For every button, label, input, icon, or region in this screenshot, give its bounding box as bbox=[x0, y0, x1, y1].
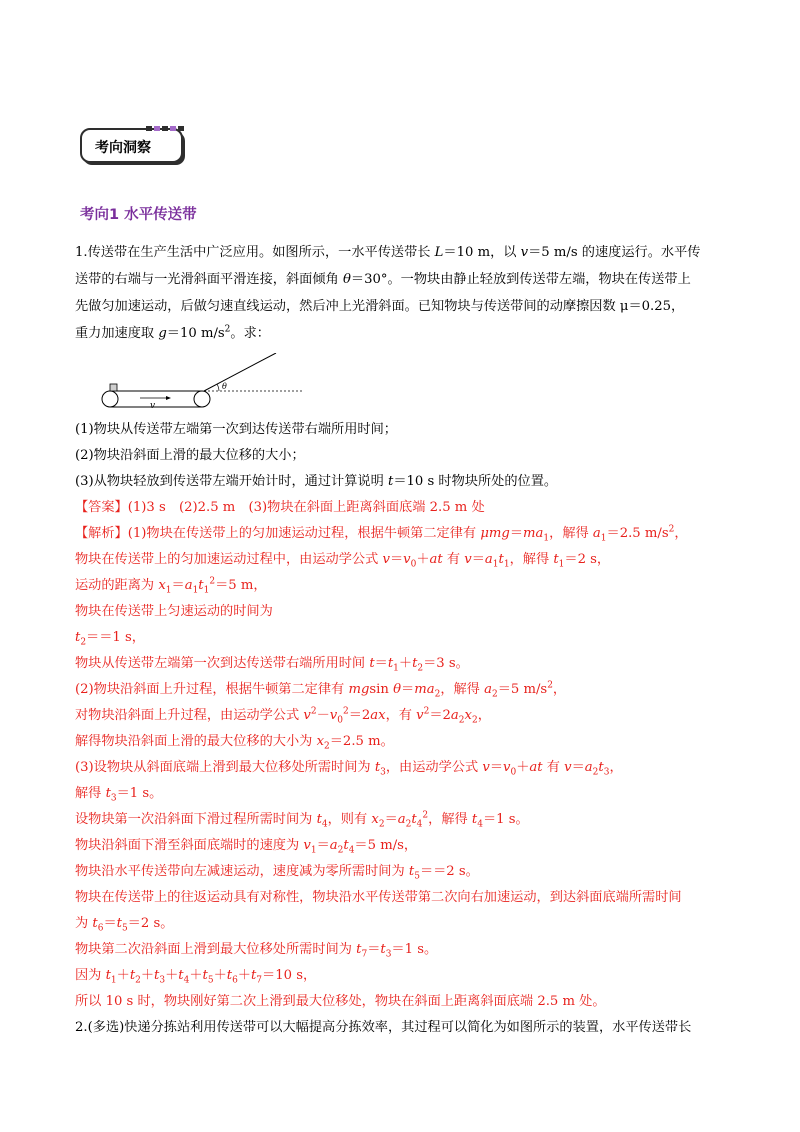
velocity-arrowhead bbox=[166, 396, 171, 400]
angle-arc bbox=[217, 384, 219, 391]
q1-line-2: 送带的右端与一光滑斜面平滑连接，斜面倾角 θ＝30°。一物块由静止轻放到传送带左端，物块在传送带上 bbox=[75, 272, 691, 287]
block bbox=[110, 384, 117, 391]
q1-subquestion-3: (3)从物块轻放到传送带左端开始计时，通过计算说明 t＝10 s 时物块所处的位置。 bbox=[75, 474, 558, 489]
analysis-line-5: $t_2==1$ s， bbox=[75, 630, 145, 648]
analysis-line-13: 物块沿斜面下滑至斜面底端时的速度为 $v_1=a_2t_4=5$ m/s， bbox=[75, 838, 418, 856]
analysis-line-12: 设物块第一次沿斜面下滑过程所需时间为 $t_4$，则有 $x_2=a_2t_4^2$，解得 $t_4=1$ s。 bbox=[75, 810, 529, 830]
angle-label: θ bbox=[222, 382, 227, 391]
analysis-line-8: 对物块沿斜面上升过程，由运动学公式 $v^2-v_0^2=2ax$，有 $v^2=2a_2x_2$， bbox=[75, 706, 491, 726]
analysis-line-17: 物块第二次沿斜面上滑到最大位移处所需时间为 $t_7=t_3=1$ s。 bbox=[75, 942, 438, 960]
incline bbox=[204, 353, 276, 391]
analysis-line-19: 所以 10 s 时，物块刚好第二次上滑到最大位移处，物块在斜面上距离斜面底端 2.5 m 处。 bbox=[75, 994, 606, 1009]
right-pulley bbox=[194, 391, 210, 407]
q1-line-4: 重力加速度取 g＝10 $m/s^2$。求： bbox=[75, 324, 270, 341]
analysis-line-18: 因为 $t_1+t_2+t_3+t_4+t_5+t_6+t_7=10$ s， bbox=[75, 968, 317, 986]
q2-line-1: 2.(多选)快递分拣站利用传送带可以大幅提高分拣效率，其过程可以简化为如图所示的装置，水平传送带长 bbox=[75, 1020, 692, 1035]
velocity-label: v bbox=[150, 401, 156, 411]
q1-line-1: 1.传送带在生产生活中广泛应用。如图所示，一水平传送带长 L＝10 m，以 v＝5 m/s 的速度运行。水平传 bbox=[75, 245, 701, 260]
analysis-line-11: 解得 $t_3=1$ s。 bbox=[75, 786, 163, 804]
answer-line: 【答案】(1)3 s (2)2.5 m (3)物块在斜面上距离斜面底端 2.5 m 处 bbox=[75, 500, 485, 515]
analysis-line-15: 物块在传送带上的往返运动具有对称性，物块沿水平传送带第二次向右加速运动，到达斜面底端所需时间 bbox=[75, 890, 682, 905]
analysis-line-9: 解得物块沿斜面上滑的最大位移的大小为 $x_2=2.5$ m。 bbox=[75, 734, 394, 752]
q1-line-3: 先做匀加速运动，后做匀速直线运动，然后冲上光滑斜面。已知物块与传送带间的动摩擦因数 μ＝0.25， bbox=[75, 299, 685, 314]
section-title: 考向1 水平传送带 bbox=[80, 207, 197, 223]
section-badge bbox=[80, 126, 188, 168]
q1-subquestion-1: (1)物块从传送带左端第一次到达传送带右端所用时间； bbox=[75, 422, 397, 437]
analysis-line-6: 物块从传送带左端第一次到达传送带右端所用时间 $t=t_1+t_2=3$ s。 bbox=[75, 656, 469, 674]
analysis-line-10: (3)设物块从斜面底端上滑到最大位移处所需时间为 $t_3$，由运动学公式 $v=v_0+at$ 有 $v=a_2t_3$， bbox=[75, 760, 623, 778]
analysis-line-4: 物块在传送带上匀速运动的时间为 bbox=[75, 604, 273, 619]
badge-label: 考向洞察 bbox=[95, 140, 151, 156]
q1-subquestion-2: (2)物块沿斜面上滑的最大位移的大小； bbox=[75, 448, 305, 463]
analysis-line-7: (2)物块沿斜面上升过程，根据牛顿第二定律有 mgsin $\theta=ma_2$，解得 $a_2=5$ $m/s^2$， bbox=[75, 680, 567, 700]
answer-tag: 【答案】 bbox=[75, 500, 128, 515]
analysis-line-16: 为 $t_6=t_5=2$ s。 bbox=[75, 916, 174, 934]
analysis-line-1: 【解析】(1)物块在传送带上的匀加速运动过程，根据牛顿第二定律有 $\mu mg=ma_1$，解得 $a_1=2.5$ $m/s^2$， bbox=[75, 524, 688, 544]
analysis-line-14: 物块沿水平传送带向左减速运动，速度减为零所需时间为 $t_5==2$ s。 bbox=[75, 864, 479, 882]
conveyor-diagram bbox=[98, 353, 303, 413]
analysis-line-2: 物块在传送带上的匀加速运动过程中，由运动学公式 $v=v_0+at$ 有 $v=a_1t_1$，解得 $t_1=2$ s， bbox=[75, 552, 611, 570]
analysis-tag: 【解析】 bbox=[75, 526, 128, 541]
left-pulley bbox=[102, 391, 118, 407]
analysis-line-3: 运动的距离为 $x_1=a_1t_1^2=5$ m， bbox=[75, 576, 267, 596]
